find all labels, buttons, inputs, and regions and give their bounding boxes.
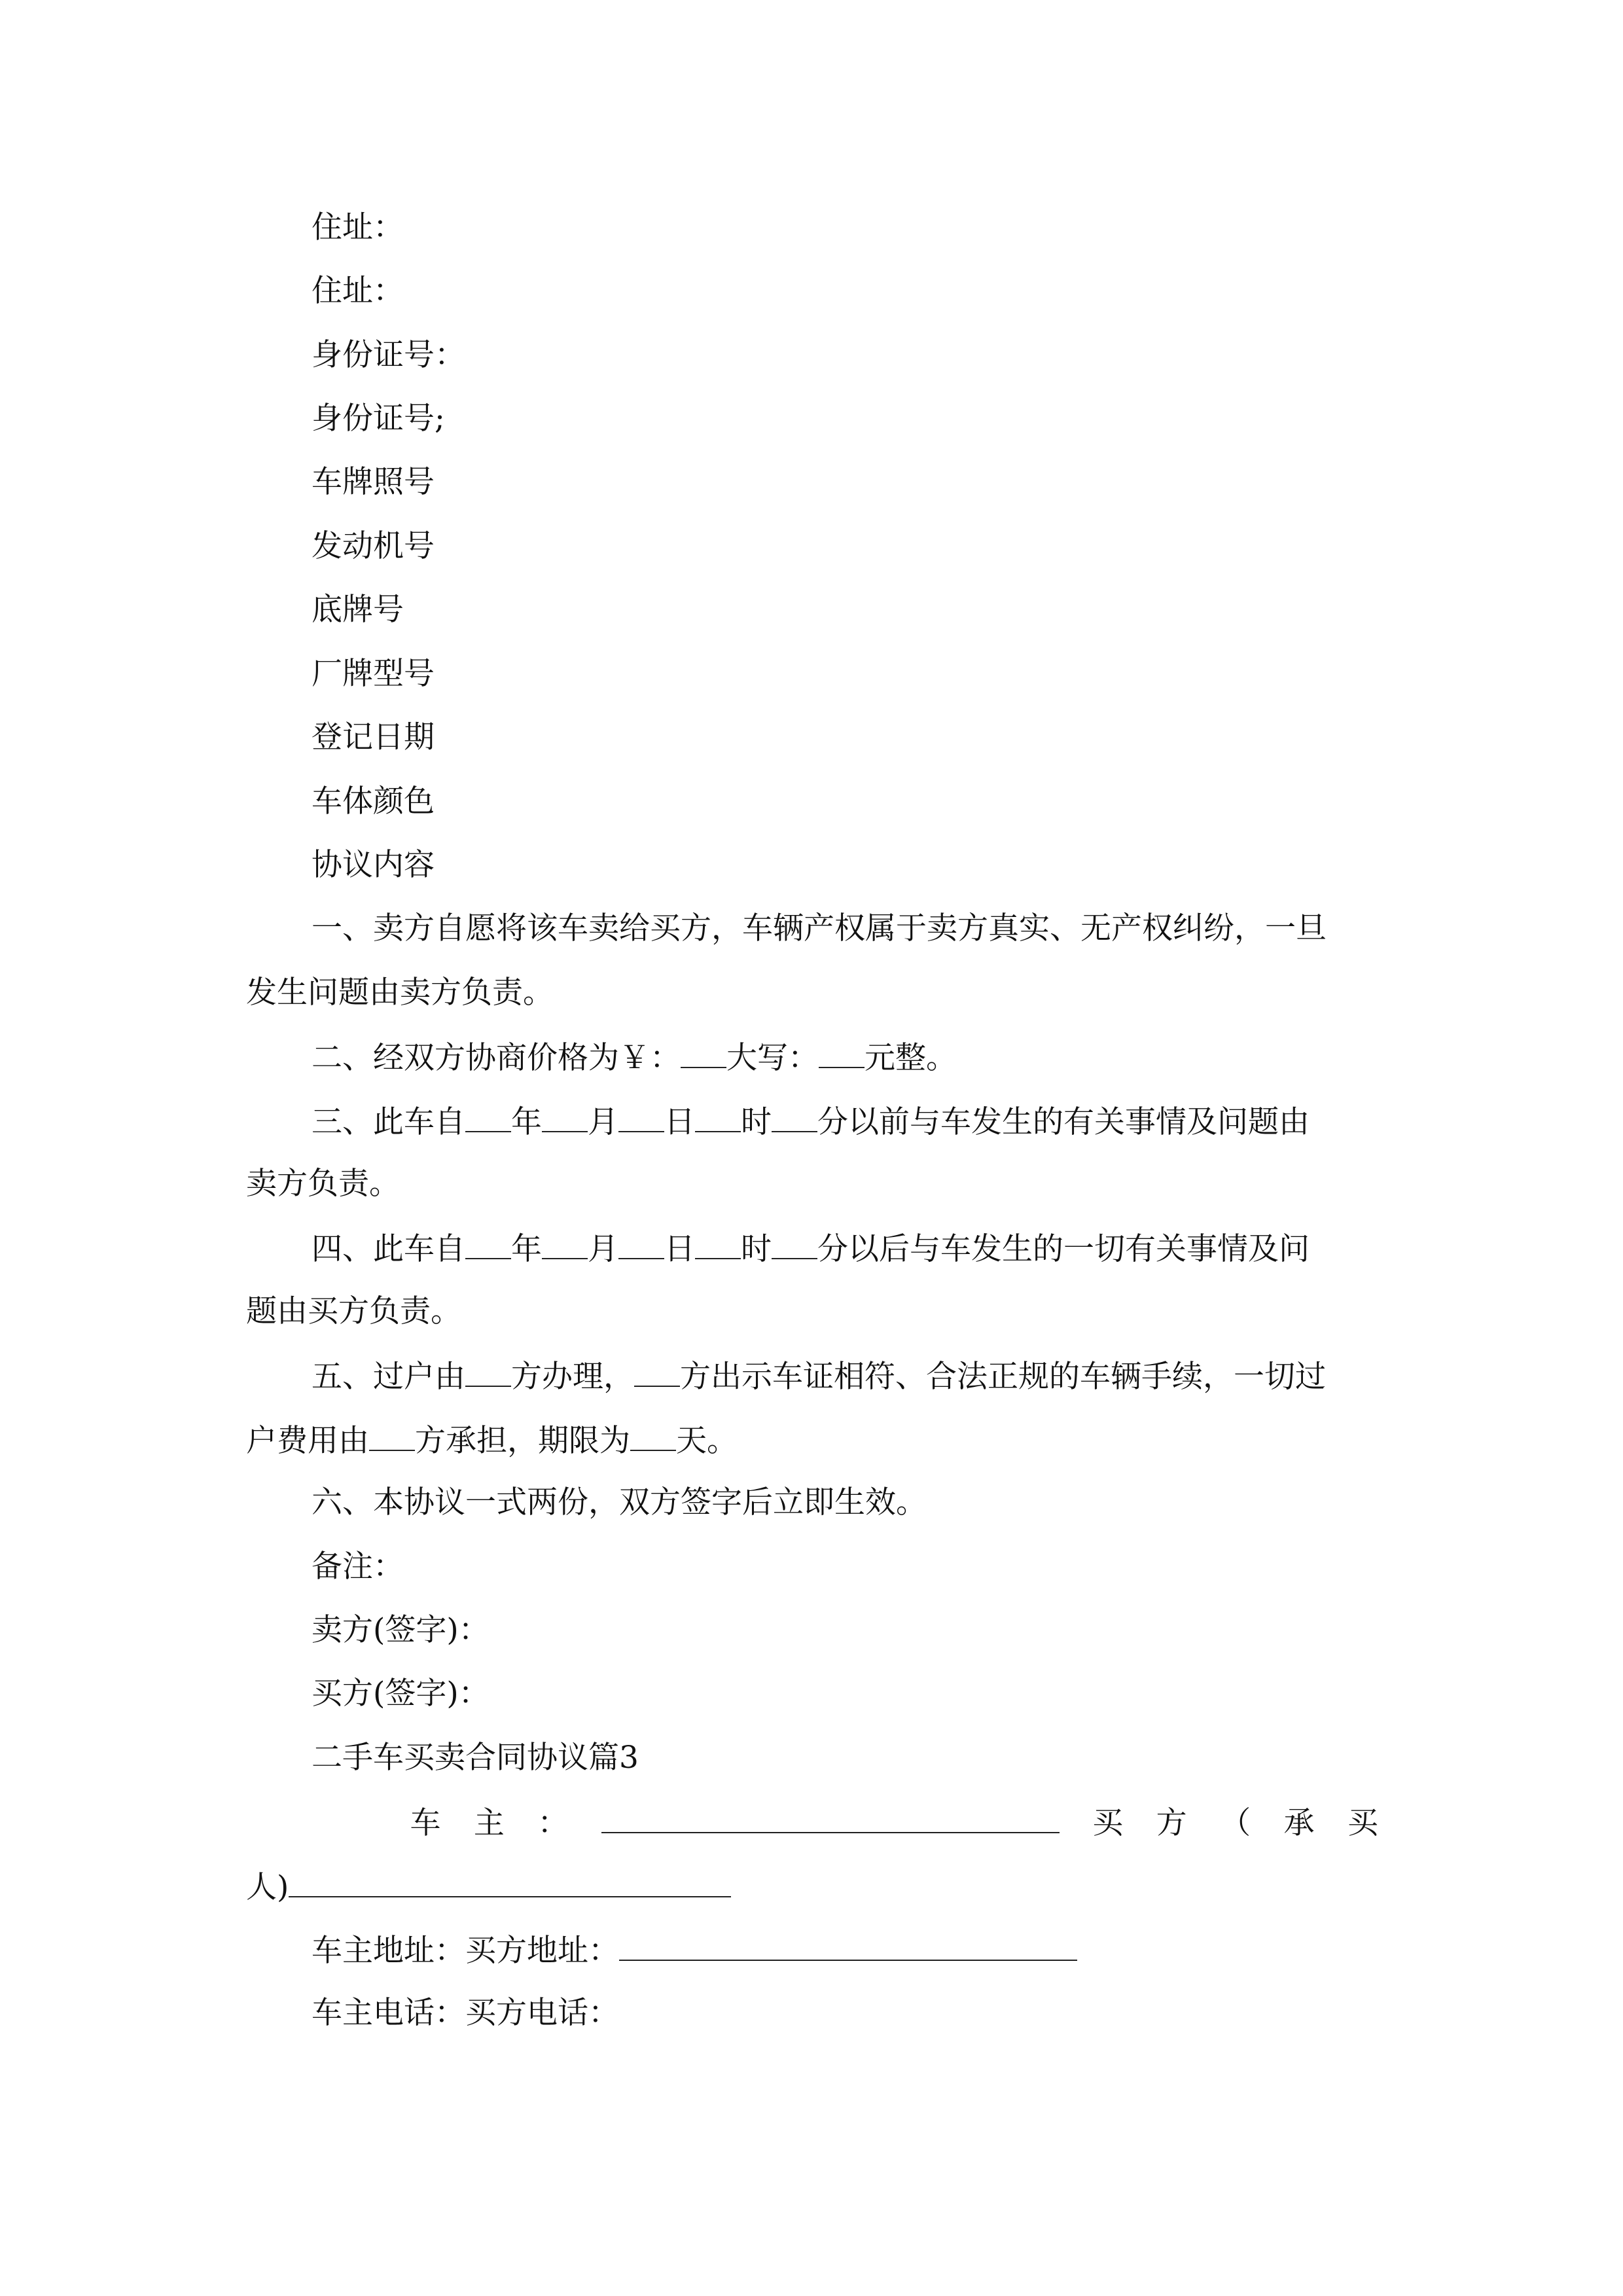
hour-blank [695,1101,741,1132]
clause-4-text-4: 日 [664,1231,695,1267]
clause-2 [312,1037,1378,1078]
clause-3-line-2: 卖方负责。 [246,1166,400,1202]
owner-char-2: 主 [473,1805,505,1841]
buyer-char-5: 买 [1347,1805,1378,1841]
address-label: 车主地址：买方地址： [312,1933,619,1969]
clause-3-text-4: 日 [664,1104,695,1140]
year-blank [465,1101,511,1132]
buyer-name-line [246,1866,1378,1907]
clause-3-text-6: 分以前与车发生的有关事情及问题由 [817,1104,1310,1140]
clause-2-text-3: 元整。 [865,1040,957,1076]
month-blank [542,1101,588,1132]
clause-3-text-1: 三、此车自 [312,1104,465,1140]
month-blank [542,1228,588,1259]
buyer-char-2: 方 [1156,1805,1187,1841]
transfer-party-blank [465,1355,511,1387]
clause-3-text-3: 月 [588,1104,618,1140]
owner-name-blank [601,1802,1060,1833]
clause-4-text-2: 年 [511,1231,542,1267]
clause-5-line-1 [312,1355,1378,1397]
address-label-2: 住址： [312,273,404,309]
owner-char-1: 车 [410,1805,441,1841]
engine-number-label: 发动机号 [312,528,435,564]
clause-3-text-5: 时 [741,1104,772,1140]
clause-5-text-3: 方出示车证相符、合法正规的车辆手续，一切过 [680,1359,1326,1395]
clause-1-line-1: 一、卖方自愿将该车卖给买方，车辆产权属于卖方真实、无产权纠纷，一旦 [312,910,1327,946]
price-words-blank [819,1037,865,1068]
agreement-content-heading: 协议内容 [312,847,435,883]
clause-2-text-1: 二、经双方协商价格为￥： [312,1040,681,1076]
registration-date-label: 登记日期 [312,719,435,755]
day-blank [618,1228,664,1259]
document-party-blank [634,1355,680,1387]
address-blank [619,1929,1077,1961]
owner-char-3: ： [537,1805,569,1841]
fee-party-blank [369,1420,415,1451]
clause-4-text-5: 时 [741,1231,772,1267]
buyer-continuation: 人) [246,1869,289,1905]
body-color-label: 车体颜色 [312,783,435,819]
brand-model-label: 厂牌型号 [312,656,435,692]
clause-3-text-2: 年 [511,1104,542,1140]
chassis-number-label: 底牌号 [312,592,404,628]
id-number-label-1: 身份证号： [312,337,465,373]
section-title: 二手车买卖合同协议篇3 [312,1740,639,1776]
clause-5-text-2: 方办理， [511,1359,634,1395]
day-blank [618,1101,664,1132]
minute-blank [772,1101,817,1132]
clause-4-line-1 [312,1228,1378,1269]
phone-line: 车主电话：买方电话： [312,1995,619,2031]
address-line [312,1929,1378,1971]
price-blank [681,1037,726,1068]
owner-buyer-line [312,1802,1378,1843]
clause-4-text-1: 四、此车自 [312,1231,465,1267]
buyer-char-4: 承 [1283,1805,1315,1841]
clause-5-text-6: 天。 [676,1423,738,1459]
hour-blank [695,1228,741,1259]
clause-5-text-5: 方承担，期限为 [415,1423,630,1459]
clause-6: 六、本协议一式两份，双方签字后立即生效。 [312,1484,927,1520]
buyer-name-blank [289,1866,731,1897]
minute-blank [772,1228,817,1259]
note-label: 备注： [312,1549,404,1585]
buyer-char-1: 买 [1092,1805,1124,1841]
id-number-label-2: 身份证号; [312,401,445,437]
license-plate-label: 车牌照号 [312,464,435,500]
buyer-signature-label: 买方(签字)： [312,1676,490,1712]
clause-1-line-2: 发生问题由卖方负责。 [246,975,554,1011]
days-blank [630,1420,676,1451]
clause-4-text-6: 分以后与车发生的一切有关事情及问 [817,1231,1310,1267]
year-blank [465,1228,511,1259]
clause-5-text-4: 户费用由 [246,1423,369,1459]
clause-4-text-3: 月 [588,1231,618,1267]
clause-2-text-2: 大写： [726,1040,819,1076]
seller-signature-label: 卖方(签字)： [312,1612,490,1648]
address-label-1: 住址： [312,209,404,245]
clause-5-text-1: 五、过户由 [312,1359,465,1395]
clause-3-line-1 [312,1101,1378,1142]
clause-4-line-2: 题由买方负责。 [246,1293,461,1329]
clause-5-line-2 [246,1420,1378,1461]
buyer-char-3: （ [1220,1805,1251,1841]
